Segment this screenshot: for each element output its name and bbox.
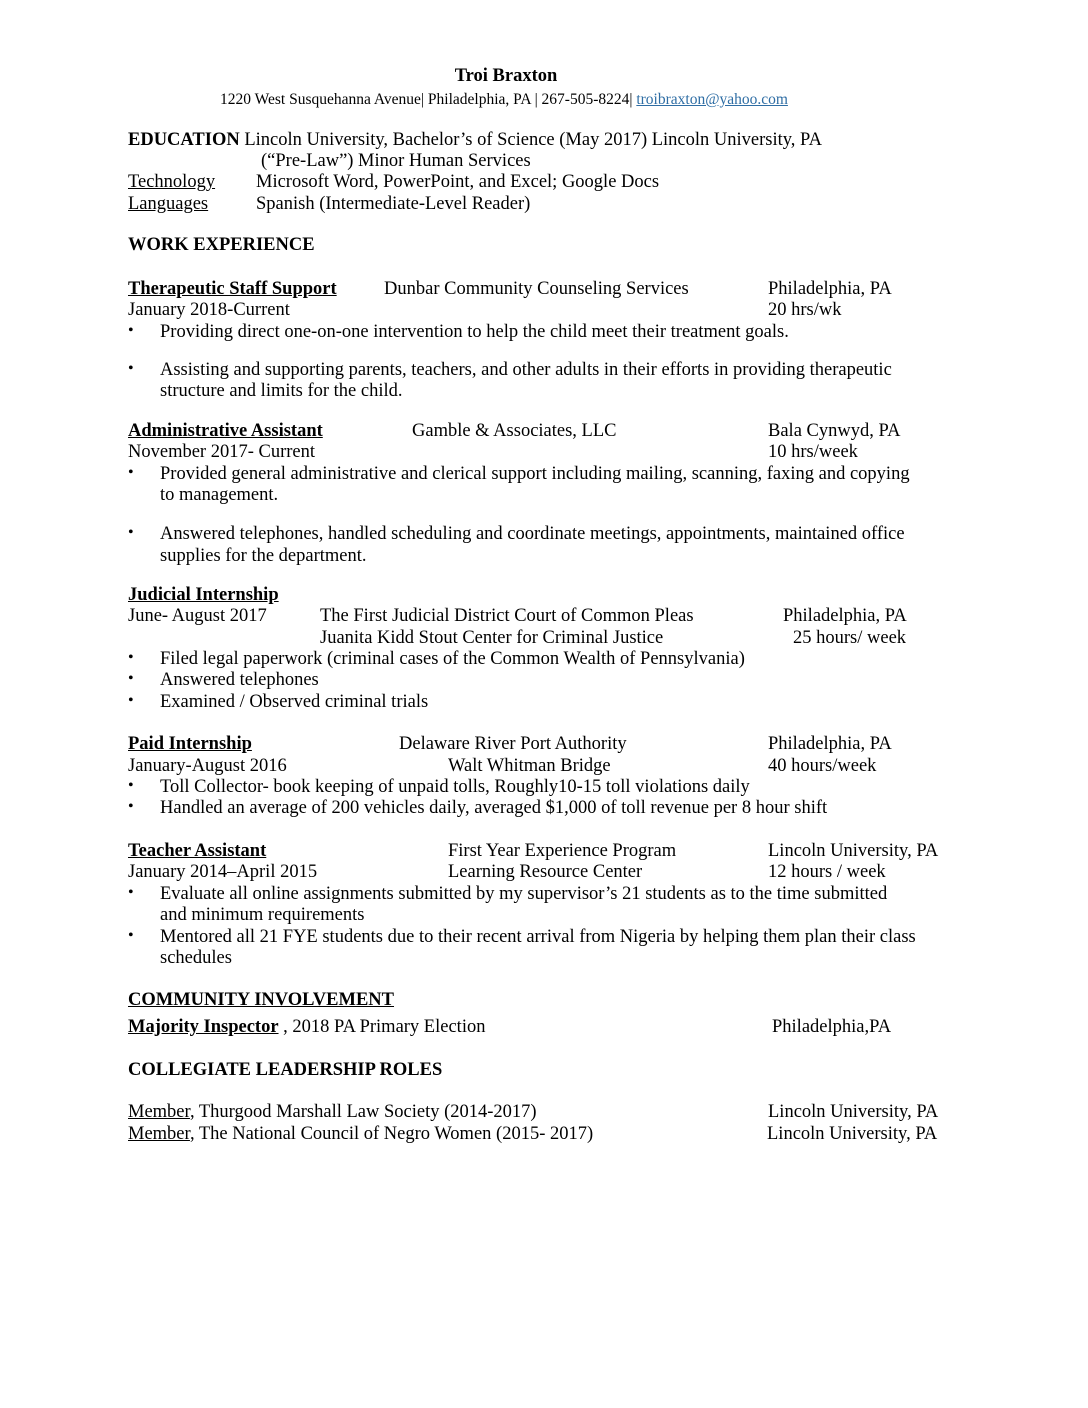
- job-dates: January-August 2016: [128, 756, 287, 776]
- job-location: Lincoln University, PA: [768, 841, 939, 861]
- bullet-icon: •: [128, 884, 134, 901]
- job-dates: January 2014–April 2015: [128, 862, 318, 882]
- education-line-2: (“Pre-Law”) Minor Human Services: [261, 151, 531, 171]
- job-bullet: Mentored all 21 FYE students due to their recent arrival from Nigeria by helping them plan their class: [160, 927, 916, 947]
- education-heading: EDUCATION: [128, 130, 240, 150]
- resume-name: Troi Braxton: [454, 66, 558, 86]
- leadership-role: Member: [128, 1102, 190, 1122]
- job-bullet: Toll Collector- book keeping of unpaid tolls, Roughly10-15 toll violations daily: [160, 777, 750, 797]
- community-line: [128, 1016, 485, 1038]
- bullet-icon: •: [128, 692, 134, 709]
- job-bullet: Filed legal paperwork (criminal cases of the Common Wealth of Pennsylvania): [160, 649, 745, 669]
- job-location: Bala Cynwyd, PA: [768, 421, 901, 441]
- leadership-role: Member: [128, 1124, 190, 1144]
- job-location: Philadelphia, PA: [768, 279, 892, 299]
- bullet-icon: •: [128, 798, 134, 815]
- job-dates: November 2017- Current: [128, 442, 316, 462]
- bullet-icon: •: [128, 360, 134, 377]
- languages-value: Spanish (Intermediate-Level Reader): [256, 194, 531, 214]
- job-title: Paid Internship: [128, 734, 252, 754]
- job-hours: 10 hrs/week: [768, 442, 858, 462]
- job-hours: 20 hrs/wk: [768, 300, 842, 320]
- job-title: Therapeutic Staff Support: [128, 279, 337, 299]
- job-bullet-continued: to management.: [160, 485, 279, 505]
- bullet-icon: •: [128, 927, 134, 944]
- bullet-icon: •: [128, 322, 134, 339]
- job-bullet: Providing direct one-on-one intervention to help the child meet their treatment goals.: [160, 322, 789, 342]
- leadership-org: , Thurgood Marshall Law Society (2014-2017): [189, 1102, 537, 1122]
- job-org: Delaware River Port Authority: [399, 734, 627, 754]
- job-org: The First Judicial District Court of Common Pleas: [320, 606, 694, 626]
- job-org: First Year Experience Program: [448, 841, 677, 861]
- job-bullet-continued: supplies for the department.: [160, 546, 367, 566]
- community-detail: , 2018 PA Primary Election: [278, 1017, 486, 1037]
- leadership-location: Lincoln University, PA: [768, 1102, 939, 1122]
- leadership-heading: COLLEGIATE LEADERSHIP ROLES: [128, 1060, 443, 1080]
- bullet-icon: •: [128, 777, 134, 794]
- job-org-secondary: Juanita Kidd Stout Center for Criminal Justice: [320, 628, 664, 648]
- job-dates: January 2018-Current: [128, 300, 290, 320]
- bullet-icon: •: [128, 464, 134, 481]
- job-location: Philadelphia, PA: [783, 606, 907, 626]
- job-org: Gamble & Associates, LLC: [412, 421, 617, 441]
- bullet-icon: •: [128, 649, 134, 666]
- community-heading: COMMUNITY INVOLVEMENT: [128, 990, 395, 1010]
- job-dates: June- August 2017: [128, 606, 267, 626]
- languages-label: Languages: [128, 194, 209, 214]
- contact-line: [220, 89, 788, 111]
- job-bullet: Answered telephones, handled scheduling and coordinate meetings, appointments, maintained office: [160, 524, 905, 544]
- job-hours: 12 hours / week: [768, 862, 886, 882]
- bullet-icon: •: [128, 670, 134, 687]
- community-location: Philadelphia,PA: [772, 1017, 892, 1037]
- leadership-item: [128, 1101, 537, 1123]
- job-bullet-continued: schedules: [160, 948, 232, 968]
- email-link[interactable]: troibraxton@yahoo.com: [636, 91, 788, 108]
- job-location: Philadelphia, PA: [768, 734, 892, 754]
- job-org: Dunbar Community Counseling Services: [384, 279, 689, 299]
- job-bullet: Examined / Observed criminal trials: [160, 692, 429, 712]
- education-degree: Lincoln University, Bachelor’s of Science (May 2017) Lincoln University, PA: [244, 130, 823, 150]
- leadership-org: , The National Council of Negro Women (2015- 2017): [189, 1124, 594, 1144]
- community-role: Majority Inspector: [128, 1017, 279, 1037]
- bullet-icon: •: [128, 524, 134, 541]
- work-experience-heading: WORK EXPERIENCE: [128, 235, 315, 255]
- job-title: Teacher Assistant: [128, 841, 267, 861]
- job-bullet-continued: structure and limits for the child.: [160, 381, 403, 401]
- job-bullet-continued: and minimum requirements: [160, 905, 365, 925]
- leadership-item: [128, 1123, 593, 1145]
- leadership-location: Lincoln University, PA: [767, 1124, 938, 1144]
- job-title: Judicial Internship: [128, 585, 279, 605]
- job-title: Administrative Assistant: [128, 421, 323, 441]
- contact-address: 1220 West Susquehanna Avenue| Philadelphia, PA | 267-505-8224|: [220, 91, 637, 108]
- technology-label: Technology: [128, 172, 216, 192]
- technology-value: Microsoft Word, PowerPoint, and Excel; Google Docs: [256, 172, 660, 192]
- job-bullet: Assisting and supporting parents, teachers, and other adults in their efforts in providing therapeutic: [160, 360, 892, 380]
- job-hours: 25 hours/ week: [793, 628, 907, 648]
- job-bullet: Answered telephones: [160, 670, 319, 690]
- job-org-secondary: Learning Resource Center: [448, 862, 643, 882]
- education-line-1: [128, 129, 822, 151]
- job-bullet: Evaluate all online assignments submitted by my supervisor’s 21 students as to the time submitted: [160, 884, 888, 904]
- job-hours: 40 hours/week: [768, 756, 877, 776]
- job-bullet: Handled an average of 200 vehicles daily, averaged $1,000 of toll revenue per 8 hour shift: [160, 798, 828, 818]
- job-org-secondary: Walt Whitman Bridge: [448, 756, 611, 776]
- job-bullet: Provided general administrative and clerical support including mailing, scanning, faxing and copying: [160, 464, 910, 484]
